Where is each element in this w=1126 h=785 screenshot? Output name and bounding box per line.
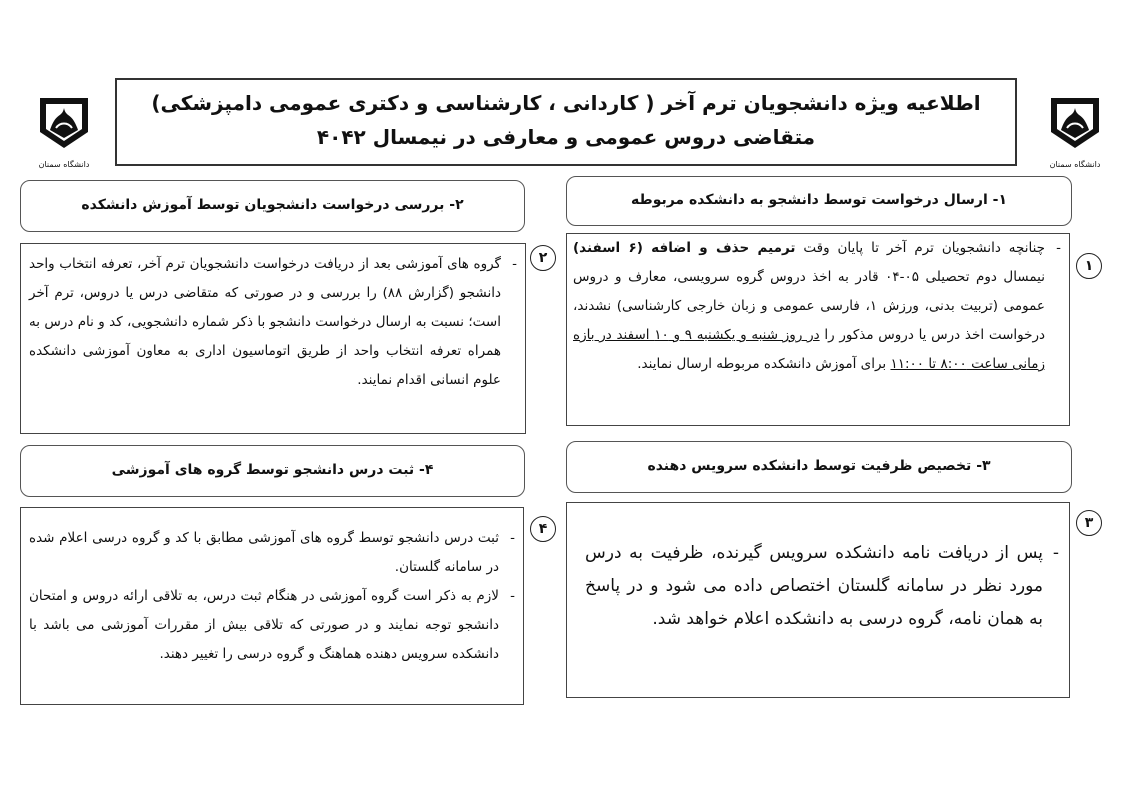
step-4-text-2: لازم به ذکر است گروه آموزشی در هنگام ثبت درس، به تلاقی ارائه دروس و امتحان دانشجو توجه نمایند و در صورتی که تلاقی بیش از مقررات آموزشی می باشد با دانشکده سرویس دهنده هماهنگ و گروه درسی را تغییر دهند. [29, 588, 499, 662]
step-2-text: گروه های آموزشی بعد از دریافت درخواست دانشجویان ترم آخر، تعرفه انتخاب واحد دانشجو (گزارش ۸۸) را بررسی و در صورتی که متقاضی درس یا دروس، ترم آخر است؛ نسبت به ارسال درخواست دانشجو با ذکر شماره دانشجویی، کد و نام درس به همراه تعرفه انتخاب واحد از طریق اتوماسیون اداری به معاون آموزشی دانشکده علوم انسانی اقدام نمایند. [29, 256, 501, 388]
step-1-bullet [573, 234, 1061, 379]
step-1-text-underlined: در روز شنبه و یکشنبه ۹ و ۱۰ اسفند در بازه زمانی ساعت ۸:۰۰ تا ۱۱:۰۰ [573, 327, 1045, 372]
step-3-content-box [566, 502, 1070, 698]
university-logo-right [1043, 92, 1107, 169]
university-logo-left [32, 92, 96, 169]
step-1-text-bold: ترمیم حذف و اضافه (۶ اسفند) [573, 240, 796, 256]
logo-caption-right: دانشگاه سمنان [1049, 160, 1101, 169]
step-4-bullet-2 [29, 582, 515, 669]
step-3-number: ۳ [1076, 510, 1102, 536]
logo-caption-left: دانشگاه سمنان [38, 160, 90, 169]
step-4-heading-box [20, 445, 525, 497]
title-line-1: اطلاعیه ویژه دانشجویان ترم آخر ( کاردانی ، کارشناسی و دکتری عمومی دامپزشکی) [151, 91, 981, 115]
step-4-number: ۴ [530, 516, 556, 542]
step-2-heading-box [20, 180, 525, 232]
title-line-2: متقاضی دروس عمومی و معارفی در نیمسال ۴۰۴۲ [316, 125, 816, 149]
step-3-text: پس از دریافت نامه دانشکده سرویس گیرنده، ظرفیت به درس مورد نظر در سامانه گلستان اختصاص داده می شود و در پاسخ به همان نامه، گروه درسی به دانشکده اعلام خواهد شد. [585, 543, 1043, 629]
step-1-text-e: برای آموزش دانشکده مربوطه ارسال نمایند. [637, 356, 887, 372]
step-4-heading: ۴- ثبت درس دانشجو توسط گروه های آموزشی [111, 462, 434, 478]
bullet-dash: - [510, 530, 515, 546]
step-2-bullet [29, 250, 517, 395]
step-3-heading: ۳- تخصیص ظرفیت توسط دانشکده سرویس دهنده [647, 458, 991, 474]
bullet-dash: - [1056, 240, 1061, 256]
step-1-text-a: چنانچه دانشجویان ترم آخر تا پایان وقت [803, 240, 1046, 256]
step-1-text-c: نیمسال دوم تحصیلی ۰۵-۰۴ قادر به اخذ دروس گروه سرویسی، معارف و دروس عمومی (تربیت بدنی، ورزش ۱، فارسی عمومی و زبان خارجی کارشناسی) نشدند، درخواست اخذ درس یا دروس مذکور را [573, 269, 1045, 343]
step-2-content-box [20, 243, 526, 434]
step-4-bullet-1 [29, 524, 515, 582]
step-3-heading-box [566, 441, 1072, 493]
step-4-content-box [20, 507, 524, 705]
step-2-number: ۲ [530, 245, 556, 271]
step-1-content-box [566, 233, 1070, 426]
university-seal-icon [32, 92, 96, 156]
bullet-dash: - [1052, 543, 1059, 563]
step-1-number: ۱ [1076, 253, 1102, 279]
university-seal-icon [1043, 92, 1107, 156]
step-1-heading-box [566, 176, 1072, 226]
title-box [115, 78, 1017, 166]
step-3-bullet [585, 537, 1059, 636]
bullet-dash: - [510, 588, 515, 604]
step-1-heading: ۱- ارسال درخواست توسط دانشجو به دانشکده مربوطه [631, 192, 1007, 208]
step-4-text-1: ثبت درس دانشجو توسط گروه های آموزشی مطابق با کد و گروه درسی اعلام شده در سامانه گلستان. [29, 530, 499, 575]
bullet-dash: - [512, 256, 517, 272]
step-2-heading: ۲- بررسی درخواست دانشجویان توسط آموزش دانشکده [81, 197, 464, 213]
